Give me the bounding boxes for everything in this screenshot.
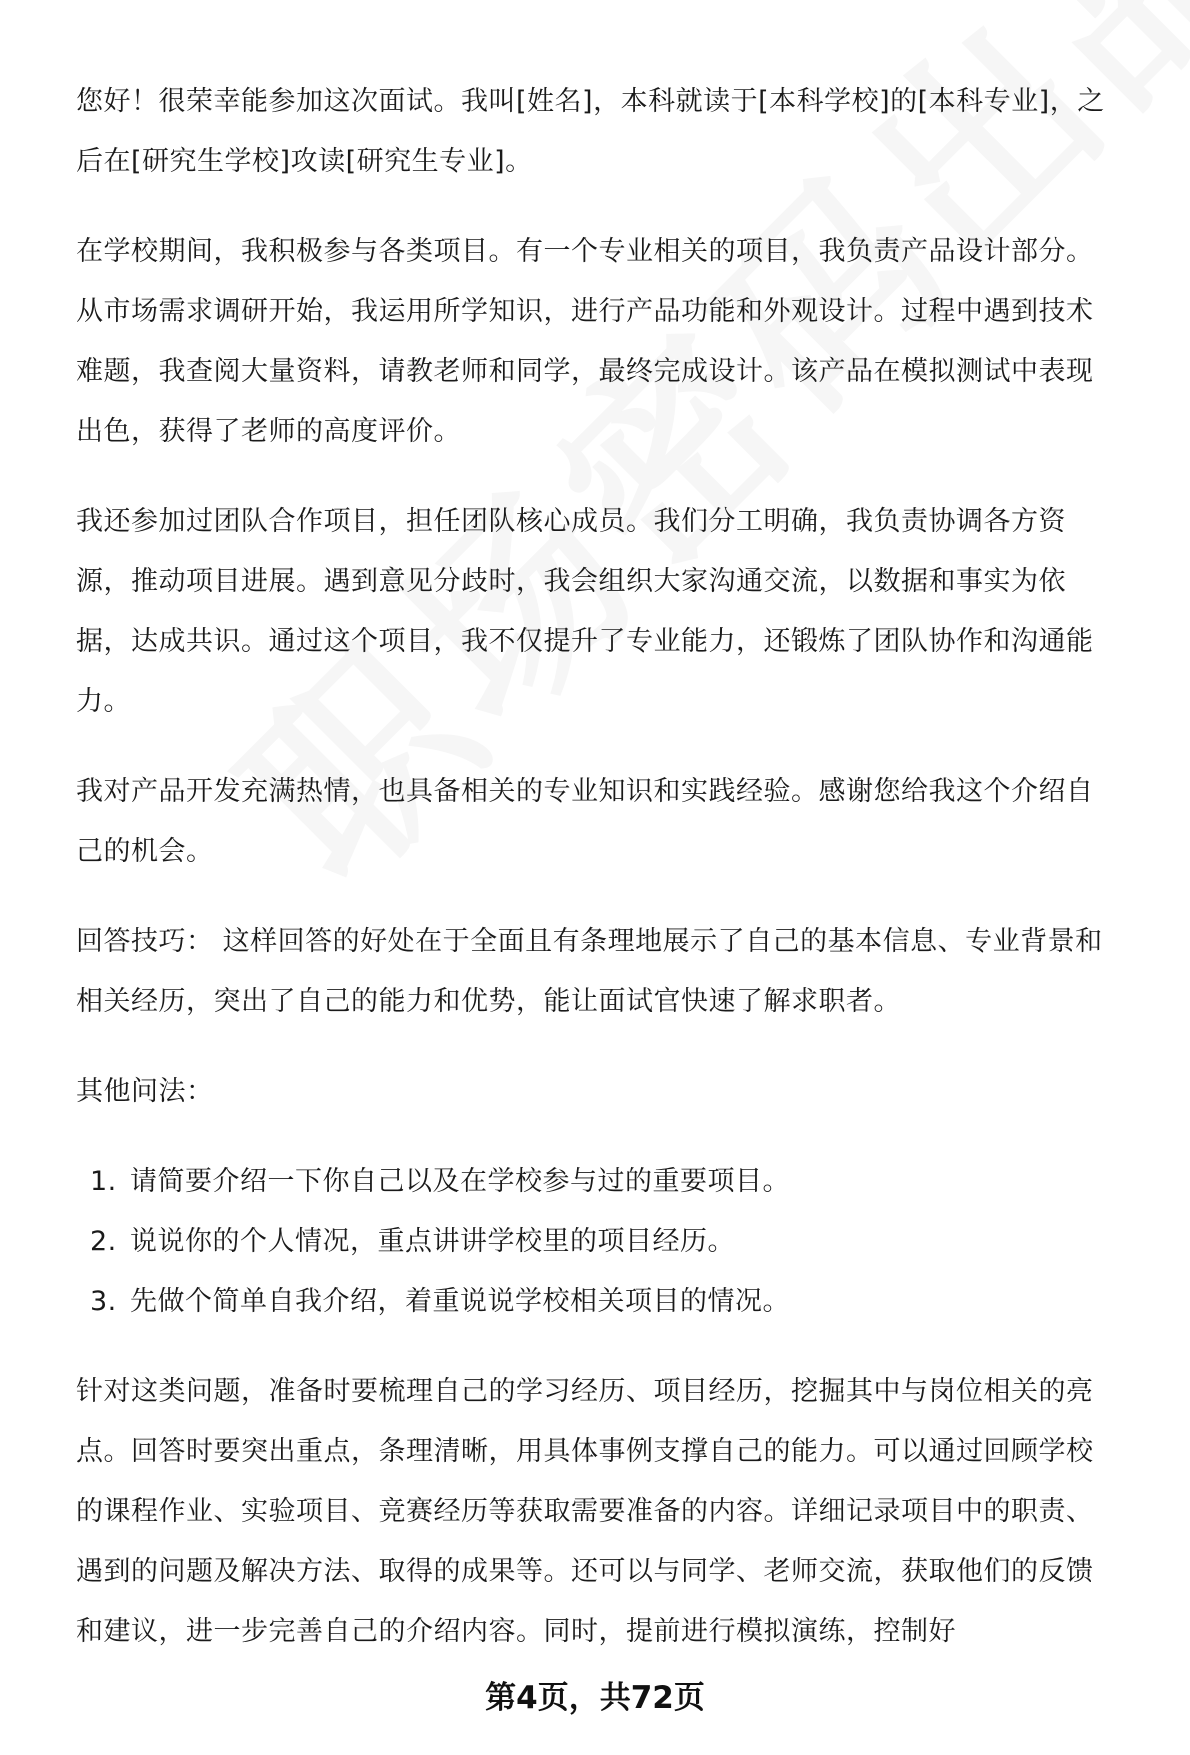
list-item: [76, 1152, 1116, 1212]
paragraph-team-project: 我还参加过团队合作项目，担任团队核心成员。我们分工明确，我负责协调各方资源，推动项目进展。遇到意见分歧时，我会组织大家沟通交流，以数据和事实为依据，达成共识。通过这个项目，我不仅提升了专业能力，还锻炼了团队协作和沟通能力。: [76, 506, 1094, 717]
list-item-text: 请简要介绍一下你自己以及在学校参与过的重要项目。: [130, 1166, 790, 1197]
list-item-text: 说说你的个人情况，重点讲讲学校里的项目经历。: [130, 1226, 735, 1257]
page-number-footer: 第4页，共72页: [485, 1680, 705, 1716]
list-item-number: 2.: [90, 1226, 117, 1257]
paragraph-other-questions-heading: 其他问法：: [76, 1076, 214, 1107]
paragraph-answer-tips: 回答技巧： 这样回答的好处在于全面且有条理地展示了自己的基本信息、专业背景和相关经历，突出了自己的能力和优势，能让面试官快速了解求职者。: [76, 926, 1103, 1017]
paragraph-closing-remarks: 我对产品开发充满热情，也具备相关的专业知识和实践经验。感谢您给我这个介绍自己的机会。: [76, 776, 1094, 867]
paragraph-preparation-advice: 针对这类问题，准备时要梳理自己的学习经历、项目经历，挖掘其中与岗位相关的亮点。回答时要突出重点，条理清晰，用具体事例支撑自己的能力。可以通过回顾学校的课程作业、实验项目、竞赛经历等获取需要准备的内容。详细记录项目中的职责、遇到的问题及解决方法、取得的成果等。还可以与同学、老师交流，获取他们的反馈和建议，进一步完善自己的介绍内容。同时，提前进行模拟演练，控制好: [76, 1376, 1094, 1647]
paragraph-school-project: 在学校期间，我积极参与各类项目。有一个专业相关的项目，我负责产品设计部分。从市场需求调研开始，我运用所学知识，进行产品功能和外观设计。过程中遇到技术难题，我查阅大量资料，请教老师和同学，最终完成设计。该产品在模拟测试中表现出色，获得了老师的高度评价。: [76, 236, 1094, 447]
list-item-number: 1.: [90, 1166, 117, 1197]
other-questions-list: [76, 1152, 1116, 1332]
list-item: [76, 1212, 1116, 1272]
list-item-number: 3.: [90, 1286, 117, 1317]
list-item: [76, 1272, 1116, 1332]
list-item-text: 先做个简单自我介绍，着重说说学校相关项目的情况。: [130, 1286, 790, 1317]
paragraph-intro: 您好！很荣幸能参加这次面试。我叫[姓名]，本科就读于[本科学校]的[本科专业]，之后在[研究生学校]攻读[研究生专业]。: [76, 86, 1105, 177]
document-body: [76, 72, 1116, 1692]
